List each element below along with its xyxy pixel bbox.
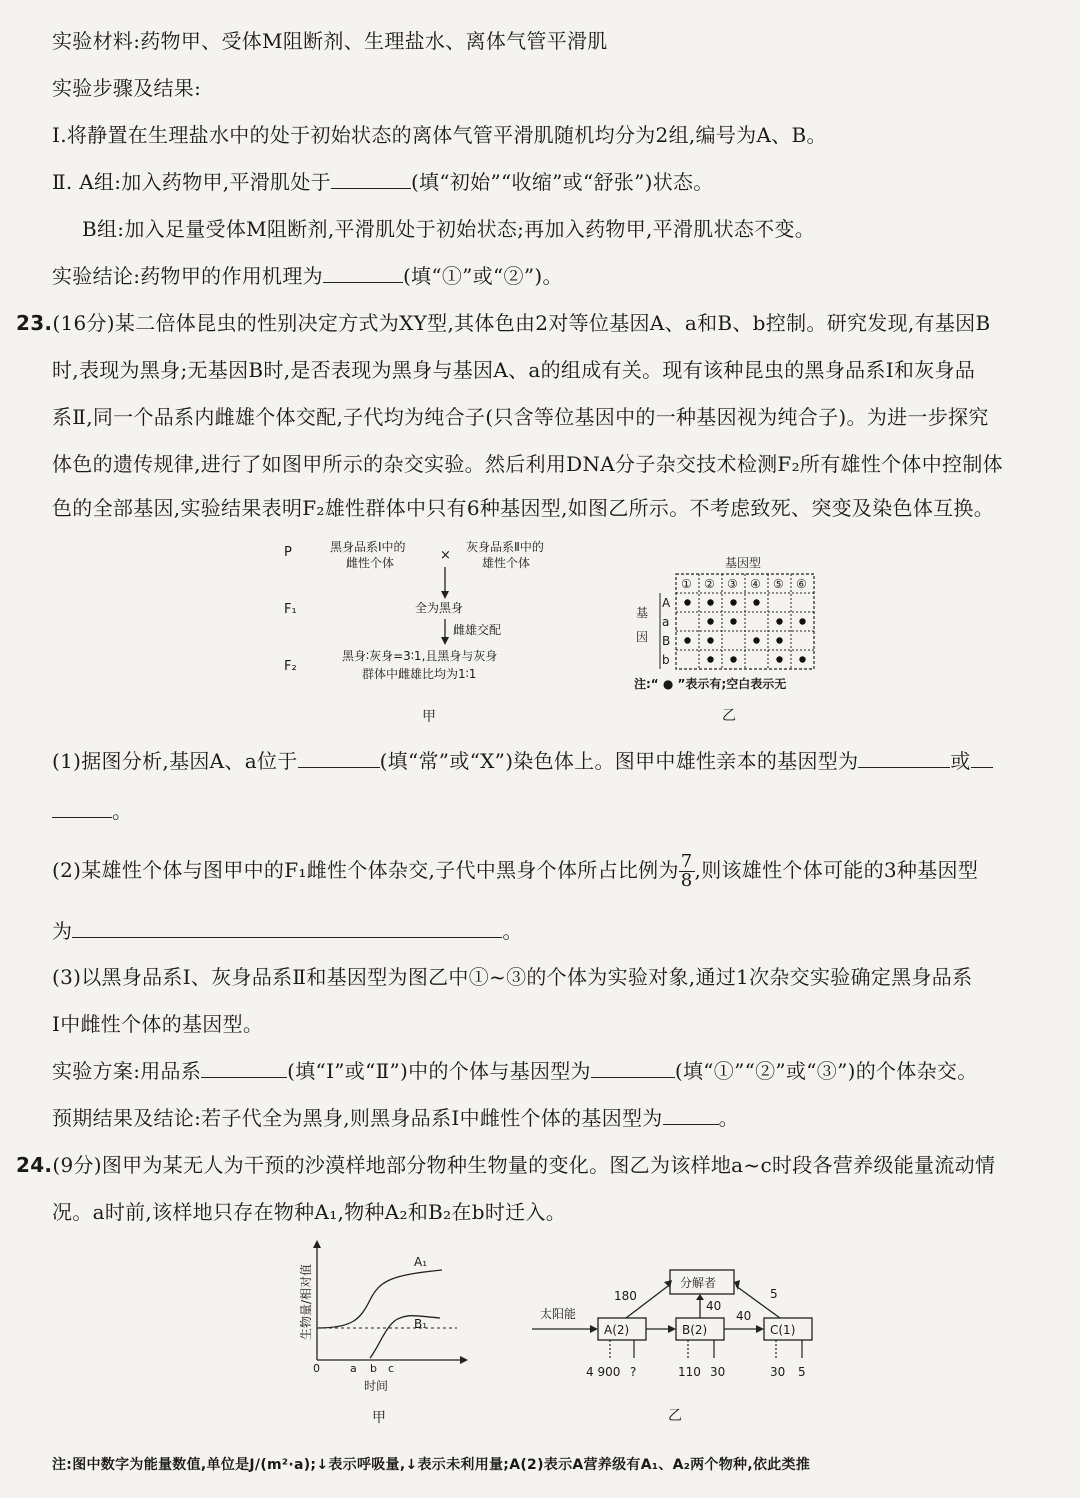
value-b-unused: 30 (710, 1365, 726, 1379)
grid-row-header: b (662, 653, 670, 667)
q23-line-1: 23.(16分)某二倍体昆虫的性别决定方式为XY型,其体色由2对等位基因A、a和B、b控制。研究发现,有基因B (16, 311, 991, 335)
grid-dot (753, 599, 759, 605)
answer-blank[interactable] (591, 1059, 675, 1078)
grid-col-header: ③ (727, 577, 738, 591)
q23-sub-1: (1)据图分析,基因A、a位于 (填“常”或“X”)染色体上。图甲中雄性亲本的基因型为 或 (52, 748, 993, 774)
arrowhead (441, 637, 449, 645)
q23-sub-3-cont: Ⅰ中雌性个体的基因型。 (52, 1012, 264, 1036)
box-b-label: B(2) (682, 1323, 708, 1337)
q24-note: 注:图中数字为能量数值,单位是J/(m²·a);↓表示呼吸量,↓表示未利用量;A(2)表示A营养级有A₁、A₂两个物种,依此类推 (52, 1457, 811, 1473)
x-axis-label: 时间 (364, 1379, 389, 1393)
value-b-c: 40 (736, 1309, 752, 1323)
arrowhead (696, 1294, 704, 1300)
y-axis-label: 生物量/相对值 (299, 1263, 313, 1340)
q23-sub-3: (3)以黑身品系Ⅰ、灰身品系Ⅱ和基因型为图乙中①~③的个体为实验对象,通过1次杂交实验确定黑身品系 (52, 965, 973, 989)
value-a-unused: ? (630, 1365, 637, 1379)
q23-line-3: 系Ⅱ,同一个品系内雌雄个体交配,子代均为纯合子(只含等位基因中的一种基因视为纯合子)。为进一步探究 (52, 405, 989, 429)
answer-blank[interactable] (858, 749, 950, 768)
y-axis-arrow (313, 1240, 321, 1248)
tick-a: a (350, 1362, 357, 1375)
answer-blank[interactable] (201, 1059, 287, 1078)
grid-dot (776, 656, 782, 662)
value-a-resp: 4 900 (586, 1365, 621, 1379)
arrowhead (441, 591, 449, 599)
answer-blank[interactable] (72, 919, 502, 938)
q23-line-2: 时,表现为黑身;无基因B时,是否表现为黑身与基因A、a的组成有关。现有该种昆虫的黑身品系Ⅰ和灰身品 (52, 358, 976, 382)
grid-dot (753, 637, 759, 643)
grid-dot (707, 656, 713, 662)
value-b-decomposer: 40 (706, 1299, 722, 1313)
p-female-label-2: 雌性个体 (346, 556, 395, 570)
grid-dot (776, 618, 782, 624)
q23-line-5: 色的全部基因,实验结果表明F₂雄性群体中只有6种基因型,如图乙所示。不考虑致死、突变及染色体互换。 (52, 496, 995, 520)
q23-sub-2-cont: 为 。 (52, 919, 523, 943)
step-2b: B组:加入足量受体M阻断剂,平滑肌处于初始状态;再加入药物甲,平滑肌状态不变。 (82, 217, 816, 241)
answer-blank[interactable] (323, 264, 403, 283)
q23-sub-1-cont: 。 (52, 798, 132, 824)
answer-blank[interactable] (971, 749, 993, 768)
f1-label: F₁ (284, 602, 297, 617)
answer-blank[interactable] (298, 749, 380, 768)
grid-dot (684, 637, 690, 643)
decomposer-label: 分解者 (680, 1276, 717, 1290)
grid-side-label: 基 (636, 606, 649, 620)
grid-dot (730, 656, 736, 662)
grid-dot (730, 599, 736, 605)
grid-side-label: 因 (636, 630, 649, 644)
q23-sub-2: (2)某雄性个体与图甲中的F₁雌性个体杂交,子代中黑身个体所占比例为 $\frac{7}{8}$ ,则该雄性个体可能的3种基因型 (52, 851, 979, 891)
value-c-resp: 30 (770, 1365, 786, 1379)
grid-col-header: ⑤ (773, 577, 784, 591)
value-b-resp: 110 (678, 1365, 701, 1379)
fraction: $\frac{7}{8}$ (680, 851, 693, 891)
cross-diagram (270, 535, 600, 725)
q24-line-2: 况。a时前,该样地只存在物种A₁,物种A₂和B₂在b时迁入。 (52, 1200, 567, 1224)
grid-col-header: ④ (750, 577, 761, 591)
answer-blank[interactable] (663, 1106, 719, 1125)
figure-caption-jia-2: 甲 (372, 1410, 386, 1425)
grid-col-header: ① (681, 577, 692, 591)
answer-blank[interactable] (331, 170, 411, 189)
energy-flow-diagram (530, 1262, 830, 1427)
arrowhead (590, 1325, 598, 1333)
p-female-label: 黑身品系Ⅰ中的 (330, 540, 406, 554)
grid-dot (707, 599, 713, 605)
x-axis-arrow (460, 1356, 468, 1364)
biomass-chart (292, 1240, 472, 1425)
grid-dot (799, 656, 805, 662)
figure-caption-jia: 甲 (422, 709, 436, 725)
conclusion: 实验结论:药物甲的作用机理为 (填“①”或“②”)。 (52, 264, 563, 288)
tick-b: b (370, 1362, 377, 1375)
tick-c: c (388, 1362, 395, 1375)
genotype-grid-figure (630, 550, 830, 725)
series-b1-label: B₁ (414, 1317, 428, 1331)
grid-title: 基因型 (725, 556, 762, 570)
box-a-label: A(2) (604, 1323, 630, 1337)
p-male-label: 灰身品系Ⅱ中的 (466, 540, 544, 554)
steps-title: 实验步骤及结果: (52, 76, 202, 100)
grid-dot (707, 618, 713, 624)
step-1: Ⅰ.将静置在生理盐水中的处于初始状态的离体气管平滑肌随机均分为2组,编号为A、B。 (52, 123, 827, 147)
arrowhead (756, 1325, 764, 1333)
f2-text-2: 群体中雌雄比均为1∶1 (362, 667, 477, 681)
box-c-label: C(1) (770, 1323, 796, 1337)
grid-dot (799, 618, 805, 624)
grid-dot (684, 599, 690, 605)
f1-text: 全为黑身 (415, 601, 464, 615)
answer-blank[interactable] (52, 799, 112, 818)
grid-row-header: B (662, 634, 671, 648)
figure-caption-yi-2: 乙 (668, 1408, 682, 1424)
step-2a: Ⅱ. A组:加入药物甲,平滑肌处于 (填“初始”“收缩”或“舒张”)状态。 (52, 170, 714, 194)
q23-line-4: 体色的遗传规律,进行了如图甲所示的杂交实验。然后利用DNA分子杂交技术检测F₂所有雄性个体中控制体 (52, 452, 1003, 476)
experiment-plan: 实验方案:用品系 (填“Ⅰ”或“Ⅱ”)中的个体与基因型为 (填“①”“②”或“③”)的个体杂交。 (52, 1059, 978, 1083)
series-a1-label: A₁ (414, 1255, 428, 1269)
series-b1-line (370, 1316, 440, 1358)
sun-label: 太阳能 (540, 1307, 577, 1321)
figure-caption-yi: 乙 (722, 708, 736, 724)
tick-0: 0 (313, 1362, 320, 1375)
grid-col-header: ⑥ (796, 577, 807, 591)
materials-line: 实验材料:药物甲、受体M阻断剂、生理盐水、离体气管平滑肌 (52, 29, 608, 53)
cross-symbol: × (440, 548, 451, 563)
expected-result: 预期结果及结论:若子代全为黑身,则黑身品系Ⅰ中雌性个体的基因型为 。 (52, 1106, 739, 1130)
value-c-decomposer: 5 (770, 1287, 778, 1301)
grid-col-header: ② (704, 577, 715, 591)
arrowhead (668, 1325, 676, 1333)
q24-line-1: 24.(9分)图甲为某无人为干预的沙漠样地部分物种生物量的变化。图乙为该样地a~c时段各营养级能量流动情 (16, 1153, 996, 1177)
p-male-label-2: 雄性个体 (482, 556, 531, 570)
p-label: P (284, 545, 292, 560)
value-c-unused: 5 (798, 1365, 806, 1379)
f2-label: F₂ (284, 659, 297, 674)
mating-text: 雌雄交配 (453, 623, 502, 637)
grid-dot (776, 637, 782, 643)
value-a-decomposer: 180 (614, 1289, 637, 1303)
grid-row-header: a (662, 615, 670, 629)
grid-row-header: A (662, 596, 671, 610)
grid-dot (707, 637, 713, 643)
f2-text: 黑身∶灰身=3∶1,且黑身与灰身 (342, 649, 498, 663)
grid-dot (730, 618, 736, 624)
grid-note: 注:“ ● ”表示有;空白表示无 (634, 677, 787, 691)
